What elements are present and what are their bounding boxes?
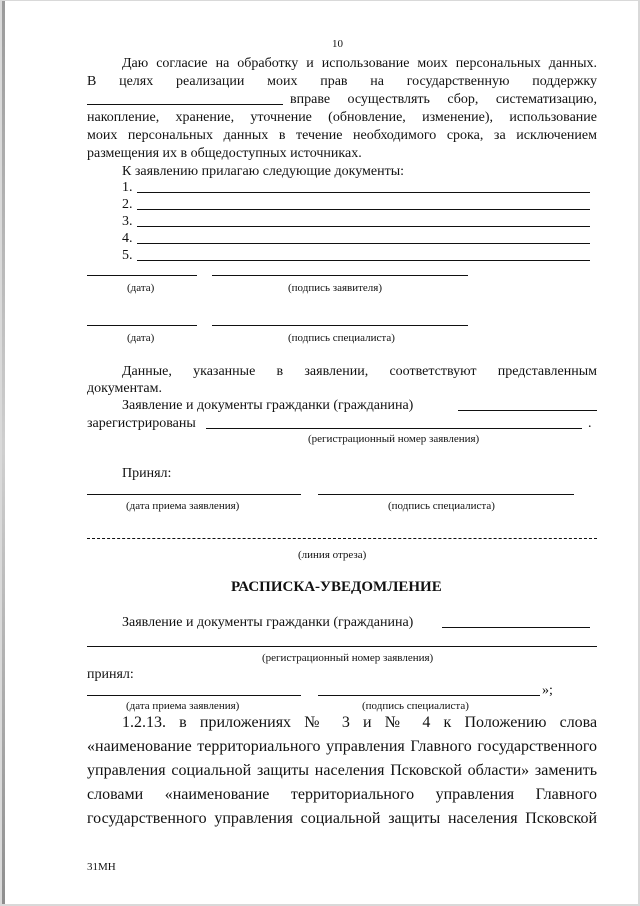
specialist-signature-line	[212, 325, 468, 326]
consent-line-3: вправе осуществлять сбор, систематизацию,	[290, 92, 597, 107]
consent-line-5: моих персональных данных в течение необходимого срока, за исключением	[87, 128, 597, 143]
attachment-item-2-number: 2.	[122, 197, 133, 212]
verification-line-2: документам.	[87, 381, 162, 396]
date-line-2	[87, 325, 197, 326]
document-page	[2, 1, 638, 904]
attachment-item-3-line	[137, 226, 590, 227]
specialist-signature-line-2	[318, 494, 574, 495]
attachment-item-1-line	[137, 192, 590, 193]
specialist-signature-label-2: (подпись специалиста)	[388, 500, 495, 512]
registered-label: зарегистрированы	[87, 416, 196, 431]
consent-line-6: размещения их в общедоступных источниках.	[87, 146, 362, 161]
receipt-title: РАСПИСКА-УВЕДОМЛЕНИЕ	[231, 579, 442, 595]
receipt-accepted: принял:	[87, 667, 134, 682]
reg-number-line-1	[206, 428, 582, 429]
receipt-date-label-1: (дата приема заявления)	[126, 500, 240, 512]
attachments-heading: К заявлению прилагаю следующие документы:	[122, 164, 405, 179]
attachment-item-2-line	[137, 209, 590, 210]
receipt-date-label-2: (дата приема заявления)	[126, 700, 240, 712]
date-line-1	[87, 275, 197, 276]
attachment-item-5-number: 5.	[122, 248, 133, 263]
accepted-label: Принял:	[122, 466, 172, 481]
receipt-closing: »;	[542, 683, 553, 698]
receipt-line-1: Заявление и документы гражданки (гражданина)	[122, 615, 414, 630]
attachment-item-4-line	[137, 243, 590, 244]
amendment-line-1: 1.2.13. в приложениях № 3 и № 4 к Положению слова	[122, 714, 598, 731]
rights-blank-line	[87, 104, 283, 105]
verification-line-3: Заявление и документы гражданки (гражданина)	[122, 398, 414, 413]
amendment-line-3: управления социальной защиты населения Псковской области» заменить	[87, 762, 597, 779]
cut-line	[87, 538, 597, 539]
registered-end: .	[588, 416, 592, 431]
attachment-item-4-number: 4.	[122, 231, 133, 246]
page-number: 10	[332, 38, 343, 50]
reg-number-label-1: (регистрационный номер заявления)	[308, 433, 480, 445]
citizen-name-line-2	[442, 627, 590, 628]
specialist-signature-label: (подпись специалиста)	[288, 332, 395, 344]
cut-line-label: (линия отреза)	[298, 549, 367, 561]
specialist-signature-label-3: (подпись специалиста)	[362, 700, 469, 712]
citizen-name-line-1	[458, 410, 597, 411]
specialist-signature-line-3	[318, 695, 540, 696]
date-label-1: (дата)	[127, 282, 155, 294]
amendment-line-2: «наименование территориального управления Главного государственного	[87, 738, 597, 755]
date-label-2: (дата)	[127, 332, 155, 344]
consent-line-2: В целях реализации моих прав на государственную поддержку	[87, 74, 598, 89]
consent-line-1: Даю согласие на обработку и использование моих персональных данных.	[122, 56, 597, 71]
attachment-item-1-number: 1.	[122, 180, 133, 195]
attachment-item-3-number: 3.	[122, 214, 133, 229]
applicant-signature-line	[212, 275, 468, 276]
reg-number-label-2: (регистрационный номер заявления)	[262, 652, 434, 664]
amendment-line-4: словами «наименование территориального управления Главного	[87, 786, 598, 803]
verification-line-1: Данные, указанные в заявлении, соответствуют представленным	[122, 364, 597, 379]
reg-number-line-2	[87, 646, 597, 647]
attachment-item-5-line	[137, 260, 590, 261]
scan-edge	[2, 1, 5, 904]
receipt-date-line-2	[87, 695, 301, 696]
amendment-line-5: государственного управления социальной защиты населения Псковской	[87, 810, 597, 827]
applicant-signature-label: (подпись заявителя)	[288, 282, 383, 294]
consent-line-4: накопление, хранение, уточнение (обновление, изменение), использование	[87, 110, 597, 125]
receipt-date-line-1	[87, 494, 301, 495]
footer-code: 31МН	[87, 861, 116, 873]
